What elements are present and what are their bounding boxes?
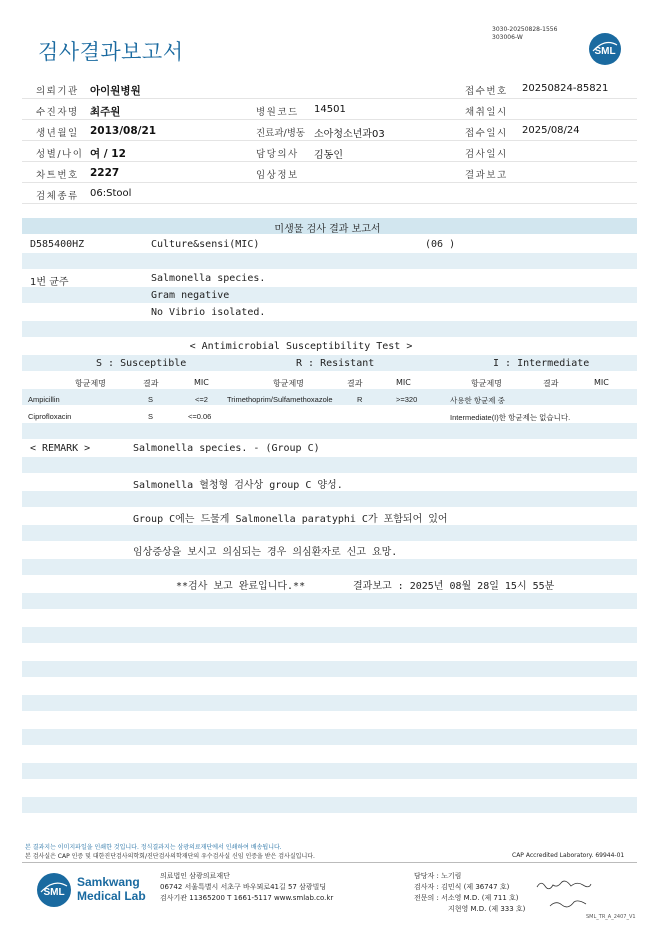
col-drug: 항균제명 bbox=[75, 379, 106, 388]
col-result: 결과 bbox=[347, 379, 363, 388]
sml-logo-text: SML bbox=[594, 46, 616, 57]
institution-label: 의뢰기관 bbox=[36, 86, 79, 97]
drug-result: R bbox=[357, 395, 363, 404]
ast-note: 사용한 항균제 중 bbox=[450, 396, 505, 405]
info-row bbox=[22, 120, 637, 141]
specimen-code: (06 ) bbox=[425, 239, 456, 250]
specimen-label: 검체종류 bbox=[36, 191, 79, 202]
stripe bbox=[22, 729, 637, 745]
stripe bbox=[22, 525, 637, 541]
form-code: SML_TR_A_2407_V1 bbox=[586, 914, 636, 920]
stripe bbox=[22, 797, 637, 813]
stripe bbox=[22, 593, 637, 609]
sml-logo-icon bbox=[588, 32, 622, 66]
staff-manager: 담당자 : 노기림 bbox=[414, 872, 462, 880]
report-label: 결과보고 bbox=[465, 170, 508, 181]
stripe bbox=[22, 287, 637, 303]
col-drug: 항균제명 bbox=[273, 379, 304, 388]
sex-age-value: 여 / 12 bbox=[90, 148, 126, 160]
info-row bbox=[22, 99, 637, 120]
institution-value: 아이원병원 bbox=[90, 85, 141, 97]
legend-susceptible: S : Susceptible bbox=[96, 358, 187, 369]
name-value: 최주원 bbox=[90, 106, 121, 118]
section-title: 미생물 검사 결과 보고서 bbox=[274, 224, 381, 235]
stripe bbox=[22, 253, 637, 269]
document-codes bbox=[492, 26, 557, 42]
stripe bbox=[22, 627, 637, 643]
drug-mic: <=2 bbox=[195, 395, 208, 404]
organism-line: Salmonella species. bbox=[151, 273, 266, 284]
remark-line: Salmonella 혈청형 검사상 group C 양성. bbox=[133, 480, 343, 491]
dob-value: 2013/08/21 bbox=[90, 125, 157, 137]
drug-name: Ciprofloxacin bbox=[28, 412, 72, 421]
receipt-date-value: 2025/08/24 bbox=[522, 125, 580, 136]
col-mic: MIC bbox=[396, 378, 411, 387]
col-result: 결과 bbox=[543, 379, 559, 388]
ast-title: < Antimicrobial Susceptibility Test > bbox=[189, 341, 413, 352]
drug-name: Trimethoprim/Sulfamethoxazole bbox=[227, 395, 333, 404]
stripe bbox=[22, 763, 637, 779]
remark-line: Salmonella species. - (Group C) bbox=[133, 443, 320, 454]
doc-code-1: 3030-20250828-1556 bbox=[492, 26, 558, 33]
cap-accreditation: CAP Accredited Laboratory. 69944-01 bbox=[512, 852, 625, 859]
drug-mic: <=0.06 bbox=[188, 412, 212, 421]
clinical-label: 임상정보 bbox=[256, 170, 299, 181]
doc-code-2: 303006-W bbox=[492, 34, 523, 41]
legend-intermediate: I : Intermediate bbox=[493, 358, 590, 369]
hospital-code-label: 병원코드 bbox=[256, 107, 299, 118]
name-label: 수진자명 bbox=[36, 107, 79, 118]
receipt-no-value: 20250824-85821 bbox=[522, 83, 609, 94]
org-address: 06742 서울특별시 서초구 바우뫼로41길 57 삼광빌딩 bbox=[160, 883, 327, 891]
doctor-value: 김동인 bbox=[314, 150, 343, 161]
notice-image-copy: 본 결과지는 이미지파일을 인쇄한 것입니다. 정식결과지는 삼광의료재단에서 인쇄하여 배송됩니다. bbox=[25, 844, 282, 851]
drug-result: S bbox=[148, 412, 154, 421]
stripe bbox=[22, 661, 637, 677]
stripe bbox=[22, 491, 637, 507]
org-registration: 검사기관 11365200 T 1661-5117 www.smlab.co.kr bbox=[160, 894, 334, 902]
doctor-label: 담당의사 bbox=[256, 149, 299, 160]
signature-icon bbox=[548, 896, 588, 910]
staff-specialist-1: 전문의 : 서소영 M.D. (제 711 호) bbox=[414, 894, 519, 902]
ast-note: Intermediate(I)한 항균제는 없습니다. bbox=[450, 413, 571, 422]
organism-label: 1번 균주 bbox=[30, 277, 69, 288]
sml-footer-logo-icon bbox=[36, 872, 72, 908]
brand-name-1: Samkwang bbox=[77, 875, 140, 889]
test-code: D585400HZ bbox=[30, 239, 85, 250]
stripe bbox=[22, 457, 637, 473]
drug-result: S bbox=[148, 395, 154, 404]
stripe bbox=[22, 695, 637, 711]
sex-age-label: 성별/나이 bbox=[36, 149, 84, 160]
notice-accreditation: 본 검사실은 CAP 인증 및 대한진단검사의학회/진단검사의학재단의 우수검사실 신임 인증을 받은 검사실입니다. bbox=[25, 853, 315, 860]
col-drug: 항균제명 bbox=[471, 379, 502, 388]
sml-footer-logo-text: SML bbox=[43, 887, 65, 898]
col-mic: MIC bbox=[594, 378, 609, 387]
chart-no-value: 2227 bbox=[90, 167, 120, 179]
chart-no-label: 차트번호 bbox=[36, 170, 79, 181]
page-title: 검사결과보고서 bbox=[38, 40, 184, 64]
stripe bbox=[22, 423, 637, 439]
dob-label: 생년월일 bbox=[36, 128, 79, 139]
remark-line: Group C에는 드물게 Salmonella paratyphi C가 포함되어 있어 bbox=[133, 514, 448, 525]
completion-time: 결과보고 : 2025년 08월 28일 15시 55분 bbox=[353, 581, 555, 592]
col-result: 결과 bbox=[143, 379, 159, 388]
dept-value: 소아청소년과03 bbox=[314, 129, 385, 140]
info-row bbox=[22, 78, 637, 99]
drug-mic: >=320 bbox=[396, 395, 418, 404]
info-row bbox=[22, 162, 637, 183]
staff-specialist-2: 지현영 M.D. (제 333 호) bbox=[448, 905, 526, 913]
test-date-label: 검사일시 bbox=[465, 149, 508, 160]
hospital-code-value: 14501 bbox=[314, 104, 346, 115]
completion-text: **검사 보고 완료입니다.** bbox=[176, 581, 306, 592]
staff-tester: 검사자 : 김민식 (제 36747 호) bbox=[414, 883, 510, 891]
organism-line: No Vibrio isolated. bbox=[151, 307, 266, 318]
remark-line: 임상증상을 보시고 의심되는 경우 의심환자로 신고 요망. bbox=[133, 547, 398, 558]
patient-info bbox=[22, 78, 637, 204]
footer-divider bbox=[22, 862, 637, 863]
collection-date-label: 채취일시 bbox=[465, 107, 508, 118]
organism-line: Gram negative bbox=[151, 290, 230, 301]
receipt-no-label: 접수번호 bbox=[465, 86, 508, 97]
stripe bbox=[22, 559, 637, 575]
legend-resistant: R : Resistant bbox=[296, 358, 375, 369]
info-row bbox=[22, 183, 637, 204]
remark-label: < REMARK > bbox=[30, 443, 91, 454]
test-name: Culture&sensi(MIC) bbox=[151, 239, 260, 250]
specimen-value: 06:Stool bbox=[90, 188, 132, 199]
brand-name-2: Medical Lab bbox=[77, 889, 146, 903]
signature-icon bbox=[535, 878, 593, 892]
dept-label: 진료과/병동 bbox=[256, 128, 306, 139]
receipt-date-label: 접수일시 bbox=[465, 128, 508, 139]
org-name: 의료법인 삼광의료재단 bbox=[160, 872, 230, 880]
drug-name: Ampicillin bbox=[28, 395, 60, 404]
col-mic: MIC bbox=[194, 378, 209, 387]
stripe bbox=[22, 321, 637, 337]
info-row bbox=[22, 141, 637, 162]
